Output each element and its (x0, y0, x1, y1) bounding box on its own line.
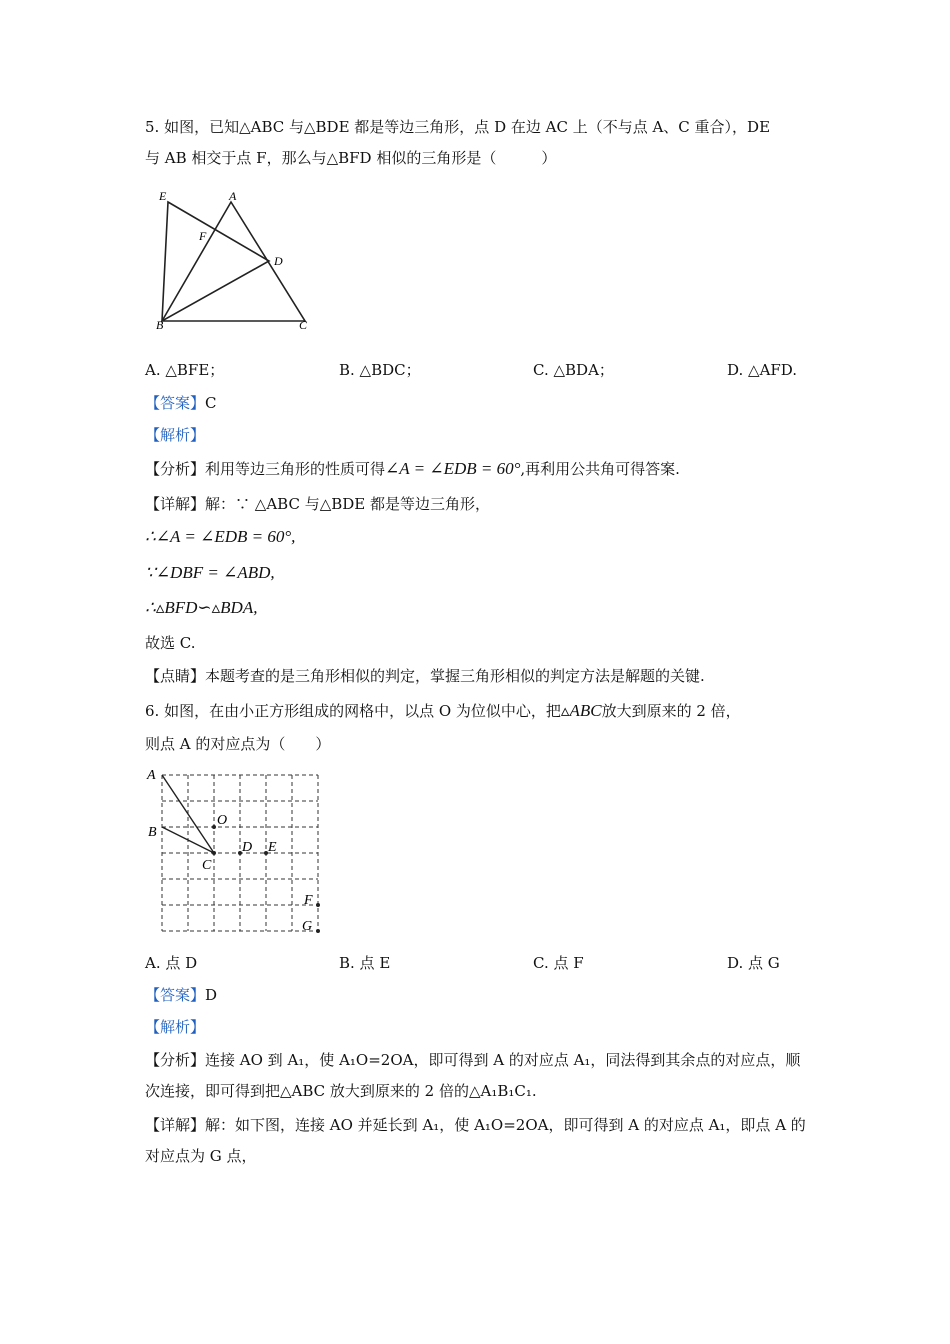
q6-xiangjie-line2: 对应点为 G 点， (145, 1147, 257, 1165)
q5-option-d: D. △AFD. (727, 361, 798, 379)
q6-stem-pre: 6. 如图，在由小正方形组成的网格中，以点 O 为位似中心，把 (145, 702, 561, 720)
grid-label-f: F (304, 893, 313, 908)
answer-value: D (205, 986, 218, 1004)
q5-step1: ∴∠A = ∠EDB = 60°, (145, 527, 296, 546)
xiangjie-tag: 【详解】 (145, 1116, 206, 1134)
q5-xiangjie (145, 493, 490, 515)
grid-label-a: A (147, 768, 156, 783)
q6-stem-line1 (145, 700, 741, 722)
triangle-abc (162, 202, 305, 321)
dianjing-tag: 【点睛】 (145, 667, 206, 685)
q5-step2: ∵∠DBF = ∠ABD, (145, 563, 275, 582)
grid-label-b: B (148, 825, 157, 840)
q5-jiexi-tag: 【解析】 (145, 426, 206, 444)
q6-stem-post: 放大到原来的 2 倍， (601, 702, 741, 720)
label-f: F (199, 229, 207, 243)
xiangjie-text: 解：∵ △ABC 与△BDE 都是等边三角形， (205, 495, 491, 513)
q6-option-a: A. 点 D (145, 954, 198, 972)
q5-stem-line2: 与 AB 相交于点 F，那么与△BFD 相似的三角形是（ ） (145, 149, 557, 167)
q6-stem-line2: 则点 A 的对应点为（ ） (145, 735, 331, 753)
q6-xiangjie-line1 (145, 1114, 806, 1136)
q5-stem-line1: 5. 如图，已知△ABC 与△BDE 都是等边三角形，点 D 在边 AC 上（不与点 A、C 重合），DE (145, 118, 771, 136)
grid-label-e: E (268, 840, 277, 855)
fenxi-text: 连接 AO 到 A₁，使 A₁O=2OA，即可得到 A 的对应点 A₁，同法得到其余点的对应点，顺 (205, 1051, 801, 1069)
q5-answer (145, 392, 217, 414)
answer-value: C (205, 394, 217, 412)
q5-triangle-figure (150, 185, 320, 335)
q5-option-c: C. △BDA； (533, 361, 614, 379)
q6-option-c: C. 点 F (533, 954, 584, 972)
fenxi-tag: 【分析】 (145, 1051, 206, 1069)
grid-label-d: D (242, 840, 253, 855)
q5-option-a: A. △BFE； (145, 361, 225, 379)
q6-option-b: B. 点 E (339, 954, 391, 972)
xiangjie-tag: 【详解】 (145, 495, 206, 513)
q6-jiexi-tag: 【解析】 (145, 1018, 206, 1036)
q6-answer (145, 984, 217, 1006)
fenxi-math: ∠A = ∠EDB = 60° (385, 459, 521, 478)
q5-dianjing (145, 665, 705, 687)
q6-stem-math: ▵ABC (560, 701, 602, 720)
q5-fenxi (145, 458, 680, 480)
xiangjie-text: 解：如下图，连接 AO 并延长到 A₁，使 A₁O=2OA，即可得到 A 的对应点 A₁，即点 A 的 (205, 1116, 806, 1134)
q6-grid-figure (145, 763, 325, 943)
q6-fenxi-line1 (145, 1049, 800, 1071)
label-a: A (229, 189, 237, 203)
label-e: E (159, 189, 167, 203)
q5-step4: 故选 C. (145, 634, 196, 652)
label-c: C (299, 318, 308, 332)
grid-label-g: G (302, 919, 313, 934)
grid-label-o: O (217, 813, 228, 828)
label-d: D (274, 254, 283, 268)
q6-fenxi-line2: 次连接，即可得到把△ABC 放大到原来的 2 倍的△A₁B₁C₁. (145, 1082, 537, 1100)
fenxi-post: ,再利用公共角可得答案. (520, 460, 680, 478)
q5-step3: ∴▵BFD∽▵BDA, (145, 598, 258, 617)
grid-label-c: C (202, 858, 212, 873)
q5-option-b: B. △BDC； (339, 361, 421, 379)
fenxi-tag: 【分析】 (145, 460, 206, 478)
q6-option-d: D. 点 G (727, 954, 780, 972)
answer-tag: 【答案】 (145, 986, 206, 1004)
answer-tag: 【答案】 (145, 394, 206, 412)
dianjing-text: 本题考查的是三角形相似的判定，掌握三角形相似的判定方法是解题的关键. (205, 667, 705, 685)
label-b: B (156, 318, 164, 332)
triangle-bde (162, 202, 269, 321)
fenxi-pre: 利用等边三角形的性质可得 (205, 460, 386, 478)
